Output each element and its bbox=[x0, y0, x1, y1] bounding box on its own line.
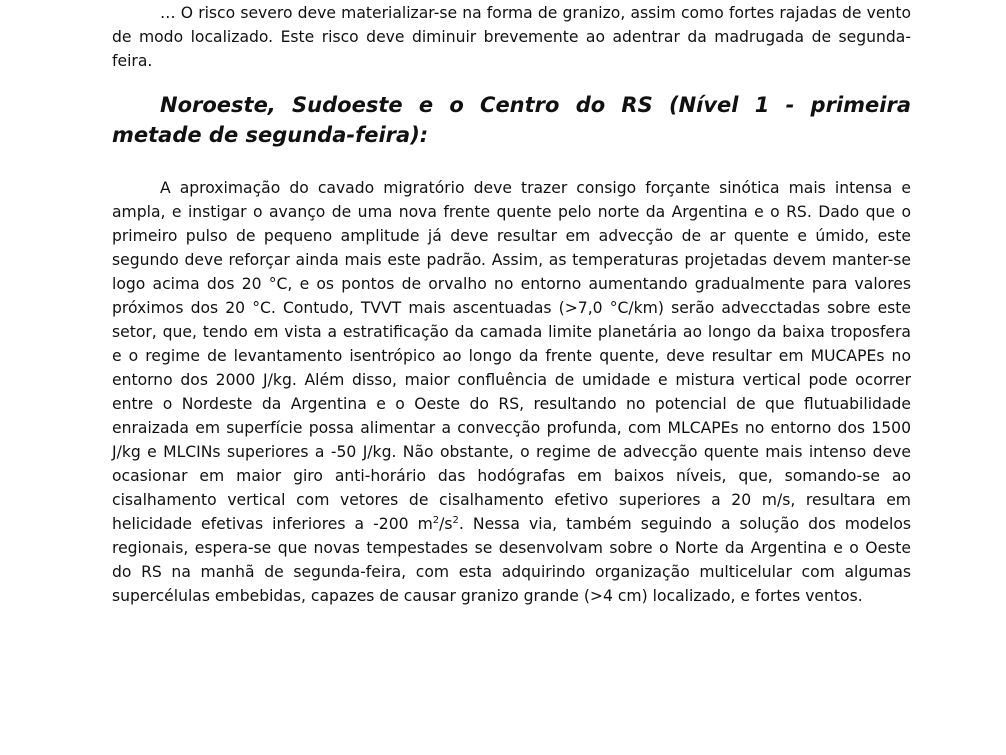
superscript-2-a: 2 bbox=[432, 514, 440, 526]
main-paragraph-text-3: . Nessa via, também seguindo a solução dos modelos regionais, espera-se que novas tempestades se desenvolvam sobre o Norte da Argentina e o Oeste do RS na manhã de segunda-feira, com esta adquirindo organização multicelular com algumas supercélulas embebidas, capazes de causar granizo grande (>4 cm) localizado, e fortes ventos. bbox=[112, 515, 911, 605]
superscript-2-b: 2 bbox=[452, 514, 459, 526]
main-paragraph-text-1: A aproximação do cavado migratório deve trazer consigo forçante sinótica mais intensa e ampla, e instigar o avanço de uma nova frente quente pelo norte da Argentina e o RS. Dado que o primeiro pulso de pequeno amplitude já deve resultar em advecção de ar quente e úmido, este segundo deve reforçar ainda mais este padrão. Assim, as temperaturas projetadas devem manter-se logo acima dos 20 °C, e os pontos de orvalho no entorno aumentando gradualmente para valores próximos dos 20 °C. Contudo, TVVT mais ascentuadas (>7,0 °C/km) serão advecctadas sobre este setor, que, tendo em vista a estratificação da camada limite planetária ao longo da baixa troposfera e o regime de levantamento isentrópico ao longo da frente quente, deve resultar em MUCAPEs no entorno dos 2000 J/kg. Além disso, maior confluência de umidade e mistura vertical pode ocorrer entre o Nordeste da Argentina e o Oeste do RS, resultando no potencial de que flutuabilidade enraizada em superfície possa alimentar a convecção profunda, com MLCAPEs no entorno dos 1500 J/kg e MLCINs superiores a -50 J/kg. Não obstante, o regime de advecção quente mais intenso deve ocasionar em maior giro anti-horário das hodógrafas em baixos níveis, que, somando-se ao cisalhamento vertical com vetores de cisalhamento efetivo superiores a 20 m/s, resultara em helicidade efetivas inferiores a -200 m bbox=[112, 179, 911, 533]
main-paragraph bbox=[112, 176, 911, 608]
section-heading: Noroeste, Sudoeste e o Centro do RS (Nível 1 - primeira metade de segunda-feira): bbox=[112, 93, 911, 147]
intro-paragraph: … O risco severo deve materializar-se na forma de granizo, assim como fortes rajadas de vento de modo localizado. Este risco deve diminuir brevemente ao adentrar da madrugada de segunda-feira. bbox=[112, 4, 911, 70]
main-paragraph-text-2: /s bbox=[439, 515, 453, 533]
